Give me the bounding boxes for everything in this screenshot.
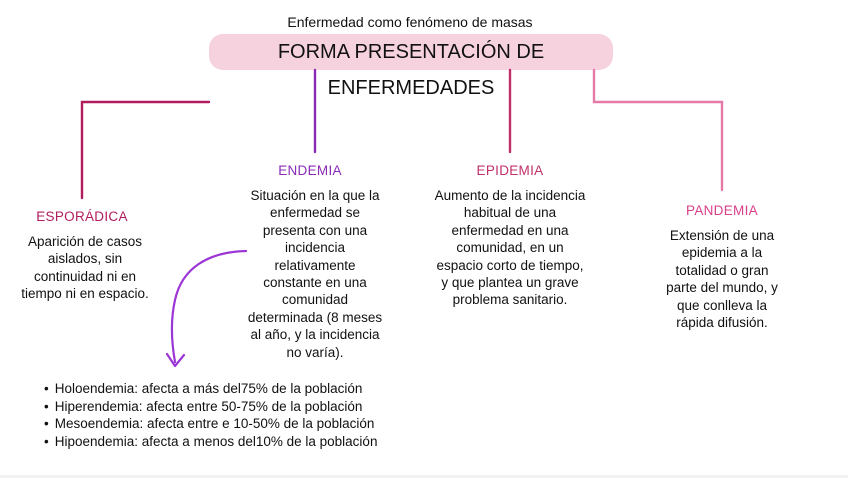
desc-line: presenta con una	[262, 222, 368, 238]
desc-line: tiempo ni en espacio.	[21, 286, 149, 302]
category-endemia-label: ENDEMIA	[278, 163, 342, 178]
desc-line: y que plantea un grave	[441, 275, 579, 291]
connector-pandemia	[594, 70, 722, 190]
desc-line: Aumento de la incidencia	[434, 188, 586, 203]
diagram-subtitle: Enfermedad como fenómeno de masas	[287, 14, 533, 30]
desc-line: totalidad o gran	[675, 262, 769, 278]
desc-line: comunidad, en un	[456, 240, 564, 256]
desc-line: enfermedad se	[269, 205, 361, 221]
category-endemia-description	[230, 187, 400, 361]
desc-line: Aparición de casos	[27, 234, 143, 249]
desc-line: enfermedad en una	[451, 222, 569, 238]
category-epidemia-label: EPIDEMIA	[476, 163, 544, 178]
desc-line: no varía).	[286, 344, 344, 360]
category-pandemia-label: PANDEMIA	[686, 203, 758, 218]
desc-line: relativamente	[274, 257, 356, 273]
category-esporadica-description	[10, 233, 160, 303]
desc-line: comunidad	[281, 292, 349, 308]
desc-line: que conlleva la	[676, 297, 768, 313]
connector-esporadica	[82, 102, 209, 198]
desc-line: incidencia	[284, 240, 346, 256]
desc-line: determinada (8 meses	[247, 309, 383, 325]
desc-line: Situación en la que la	[250, 188, 380, 203]
category-pandemia-description	[652, 227, 792, 331]
desc-line: epidemia a la	[681, 245, 763, 261]
desc-line: aislados, sin	[47, 251, 123, 267]
endemia-types-list	[44, 380, 377, 450]
list-item: • Hipoendemia: afecta a menos del10% de la población	[44, 433, 377, 451]
desc-line: Extensión de una	[669, 228, 775, 243]
category-epidemia-description	[420, 187, 600, 309]
desc-line: parte del mundo, y	[666, 280, 778, 296]
list-item: • Holoendemia: afecta a más del75% de la población	[44, 380, 377, 398]
desc-line: constante en una	[263, 275, 367, 291]
desc-line: espacio corto de tiempo,	[436, 257, 584, 273]
list-item: • Hiperendemia: afecta entre 50-75% de la población	[44, 398, 377, 416]
desc-line: habitual de una	[463, 205, 557, 221]
desc-line: rápida difusión.	[676, 315, 768, 331]
category-esporadica-label: ESPORÁDICA	[36, 209, 128, 224]
desc-line: continuidad ni en	[33, 268, 137, 284]
desc-line: problema sanitario.	[452, 292, 568, 308]
desc-line: al año, y la incidencia	[250, 327, 380, 343]
list-item: • Mesoendemia: afecta entre e 10-50% de la población	[44, 415, 377, 433]
diagram-title: FORMA PRESENTACIÓN DE ENFERMEDADES	[209, 34, 613, 70]
